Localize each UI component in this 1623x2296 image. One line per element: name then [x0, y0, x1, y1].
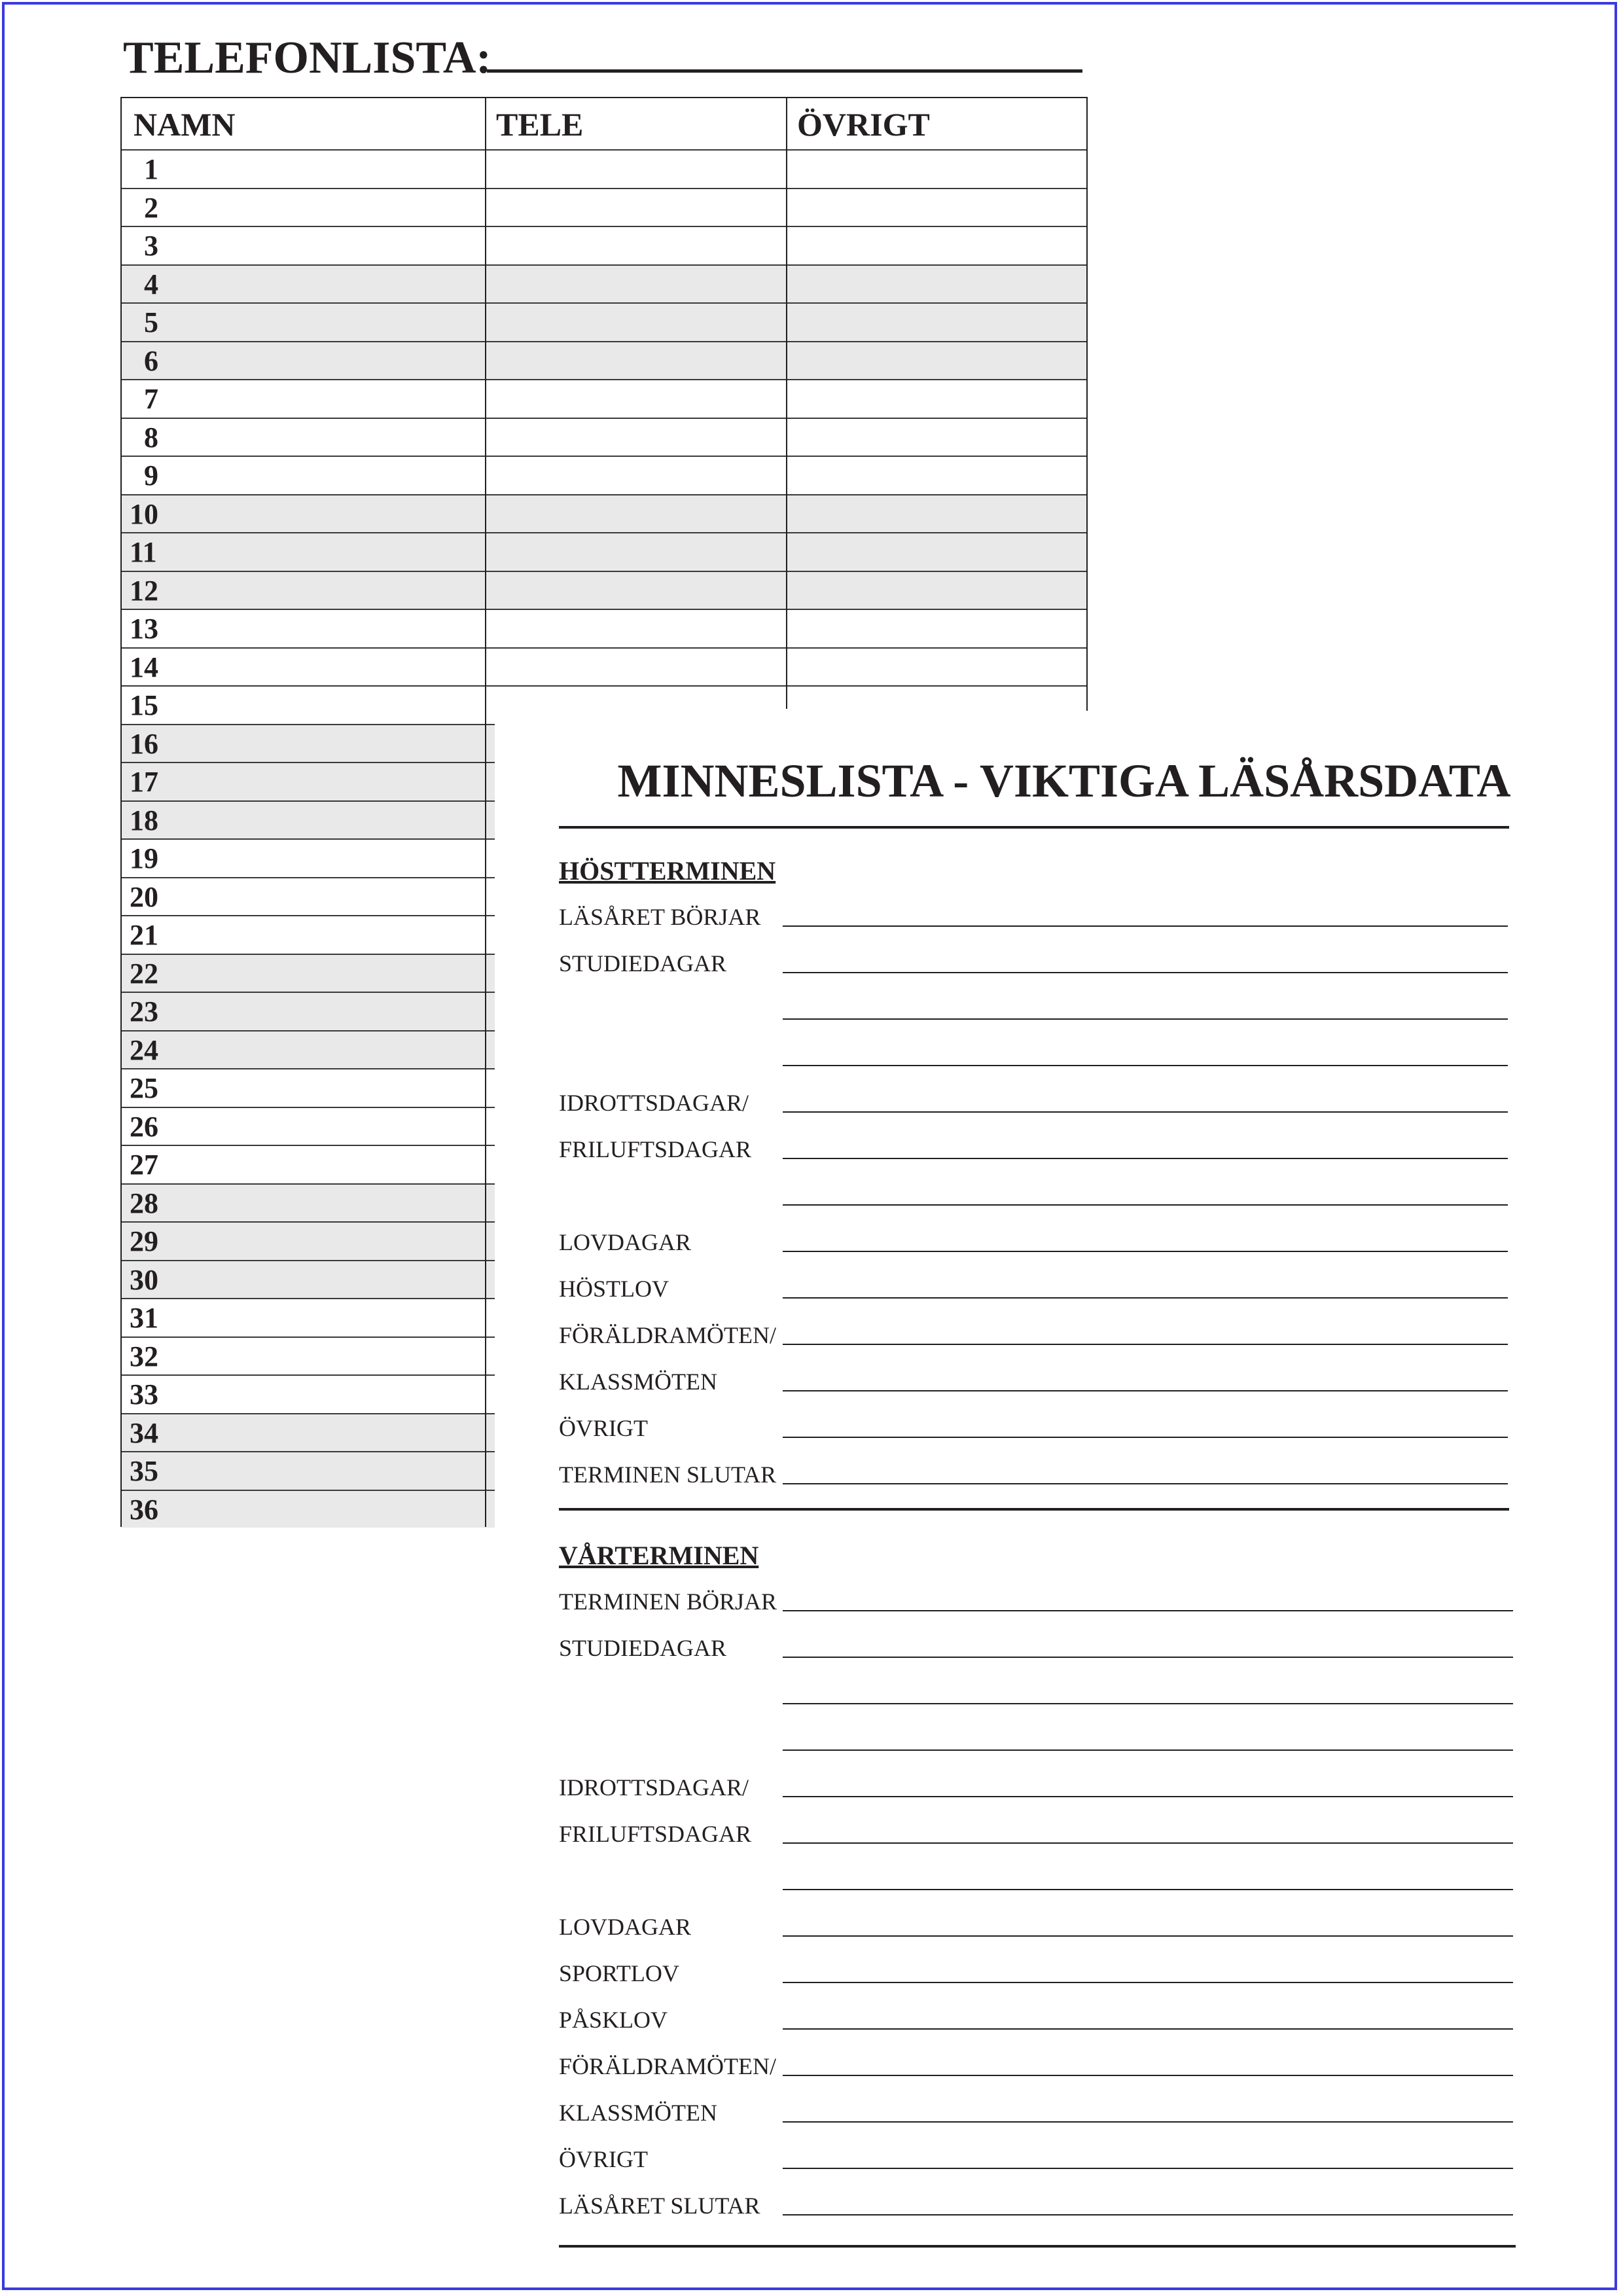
row-number: 12 — [130, 574, 158, 607]
field-entry-line[interactable] — [783, 1158, 1508, 1159]
phone-list-row[interactable] — [122, 571, 1086, 609]
row-number: 7 — [144, 383, 158, 415]
phone-list-header-row — [122, 98, 1086, 151]
phone-list-row[interactable] — [122, 609, 1086, 647]
field-label: LOVDAGAR — [559, 1229, 691, 1255]
row-number: 27 — [130, 1149, 158, 1181]
row-number: 9 — [144, 459, 158, 492]
phone-list-row[interactable] — [122, 188, 1086, 226]
field-entry-line[interactable] — [783, 2028, 1513, 2030]
autumn-term-heading: HÖSTTERMINEN — [559, 856, 776, 886]
field-label: FÖRÄLDRAMÖTEN/ — [559, 2053, 777, 2079]
column-divider-name-phone — [485, 98, 486, 1527]
column-divider-phone-other — [786, 98, 787, 709]
field-label: PÅSKLOV — [559, 2007, 668, 2033]
row-number: 13 — [130, 613, 158, 645]
field-entry-line[interactable] — [783, 2168, 1513, 2169]
field-label: SPORTLOV — [559, 1960, 679, 1986]
field-entry-line[interactable] — [783, 1065, 1508, 1066]
memo-list-panel — [495, 711, 1607, 2282]
row-number: 29 — [130, 1225, 158, 1257]
field-entry-line[interactable] — [783, 1390, 1508, 1391]
field-label: ÖVRIGT — [559, 2146, 648, 2172]
row-number: 10 — [130, 497, 158, 530]
field-label: KLASSMÖTEN — [559, 2100, 718, 2126]
row-number: 24 — [130, 1033, 158, 1066]
autumn-term-end-rule — [559, 1508, 1509, 1511]
column-header-phone: TELE — [496, 106, 584, 143]
phone-list-row[interactable] — [122, 149, 1086, 188]
field-entry-line[interactable] — [783, 2121, 1513, 2123]
row-number: 2 — [144, 191, 158, 224]
field-label: LÄSÅRET BÖRJAR — [559, 904, 761, 930]
phone-list-row[interactable] — [122, 494, 1086, 533]
field-entry-line[interactable] — [783, 1749, 1513, 1751]
column-header-other: ÖVRIGT — [797, 106, 930, 143]
field-label: FRILUFTSDAGAR — [559, 1821, 752, 1847]
phone-list-row[interactable] — [122, 418, 1086, 456]
field-label: STUDIEDAGAR — [559, 1635, 726, 1661]
row-number: 36 — [130, 1493, 158, 1526]
row-number: 5 — [144, 306, 158, 338]
row-number: 8 — [144, 421, 158, 454]
row-number: 18 — [130, 804, 158, 836]
field-label: IDROTTSDAGAR/ — [559, 1090, 749, 1116]
field-label: IDROTTSDAGAR/ — [559, 1774, 749, 1801]
phone-list-row[interactable] — [122, 264, 1086, 303]
phone-list-title-line[interactable] — [487, 69, 1082, 73]
row-number: 21 — [130, 919, 158, 951]
field-entry-line[interactable] — [783, 1251, 1508, 1252]
phone-list-title: TELEFONLISTA: — [123, 33, 491, 83]
field-entry-line[interactable] — [783, 925, 1508, 927]
phone-list-row[interactable] — [122, 456, 1086, 494]
field-entry-line[interactable] — [783, 2075, 1513, 2076]
phone-list-row[interactable] — [122, 379, 1086, 418]
field-label: ÖVRIGT — [559, 1415, 648, 1441]
field-entry-line[interactable] — [783, 1796, 1513, 1797]
field-entry-line[interactable] — [783, 1610, 1513, 1611]
field-entry-line[interactable] — [783, 1437, 1508, 1438]
row-number: 20 — [130, 880, 158, 913]
column-header-name: NAMN — [134, 106, 236, 143]
row-number: 17 — [130, 766, 158, 798]
phone-list-row[interactable] — [122, 532, 1086, 571]
row-number: 6 — [144, 344, 158, 377]
row-number: 30 — [130, 1263, 158, 1296]
field-label: FÖRÄLDRAMÖTEN/ — [559, 1322, 777, 1348]
row-number: 28 — [130, 1187, 158, 1219]
field-entry-line[interactable] — [783, 1982, 1513, 1983]
row-number: 31 — [130, 1302, 158, 1334]
field-label: FRILUFTSDAGAR — [559, 1136, 752, 1162]
field-label: LÄSÅRET SLUTAR — [559, 2193, 760, 2219]
phone-list-row[interactable] — [122, 302, 1086, 341]
field-entry-line[interactable] — [783, 1703, 1513, 1704]
field-entry-line[interactable] — [783, 1018, 1508, 1020]
row-number: 32 — [130, 1340, 158, 1372]
field-entry-line[interactable] — [783, 1842, 1513, 1844]
field-entry-line[interactable] — [783, 1297, 1508, 1299]
row-number: 26 — [130, 1110, 158, 1143]
row-number: 22 — [130, 957, 158, 990]
field-entry-line[interactable] — [783, 972, 1508, 973]
row-number: 25 — [130, 1072, 158, 1104]
field-label: TERMINEN BÖRJAR — [559, 1588, 777, 1615]
field-label: LOVDAGAR — [559, 1914, 691, 1940]
field-entry-line[interactable] — [783, 1657, 1513, 1658]
field-label: HÖSTLOV — [559, 1276, 669, 1302]
phone-list-row[interactable] — [122, 647, 1086, 686]
row-number: 15 — [130, 689, 158, 721]
field-entry-line[interactable] — [783, 1344, 1508, 1345]
field-label: TERMINEN SLUTAR — [559, 1462, 777, 1488]
row-number: 35 — [130, 1455, 158, 1487]
field-entry-line[interactable] — [783, 1111, 1508, 1113]
row-number: 4 — [144, 268, 158, 300]
phone-list-row[interactable] — [122, 341, 1086, 380]
row-number: 3 — [144, 230, 158, 262]
field-entry-line[interactable] — [783, 1889, 1513, 1890]
field-label: KLASSMÖTEN — [559, 1369, 718, 1395]
row-number: 34 — [130, 1416, 158, 1449]
title-rule — [559, 826, 1509, 829]
spring-term-end-rule — [559, 2245, 1516, 2248]
field-label: STUDIEDAGAR — [559, 950, 726, 977]
field-entry-line[interactable] — [783, 2214, 1513, 2215]
row-number: 33 — [130, 1378, 158, 1410]
row-number: 23 — [130, 996, 158, 1028]
field-entry-line[interactable] — [783, 1935, 1513, 1937]
row-number: 14 — [130, 651, 158, 683]
row-number: 1 — [144, 153, 158, 185]
memo-list-title: MINNESLISTA - VIKTIGA LÄSÅRSDATA — [617, 755, 1511, 807]
phone-list-row[interactable] — [122, 226, 1086, 264]
row-number: 19 — [130, 842, 158, 874]
field-entry-line[interactable] — [783, 1483, 1508, 1484]
row-number: 11 — [130, 536, 157, 568]
spring-term-heading: VÅRTERMINEN — [559, 1541, 759, 1570]
field-entry-line[interactable] — [783, 1204, 1508, 1206]
row-number: 16 — [130, 727, 158, 760]
